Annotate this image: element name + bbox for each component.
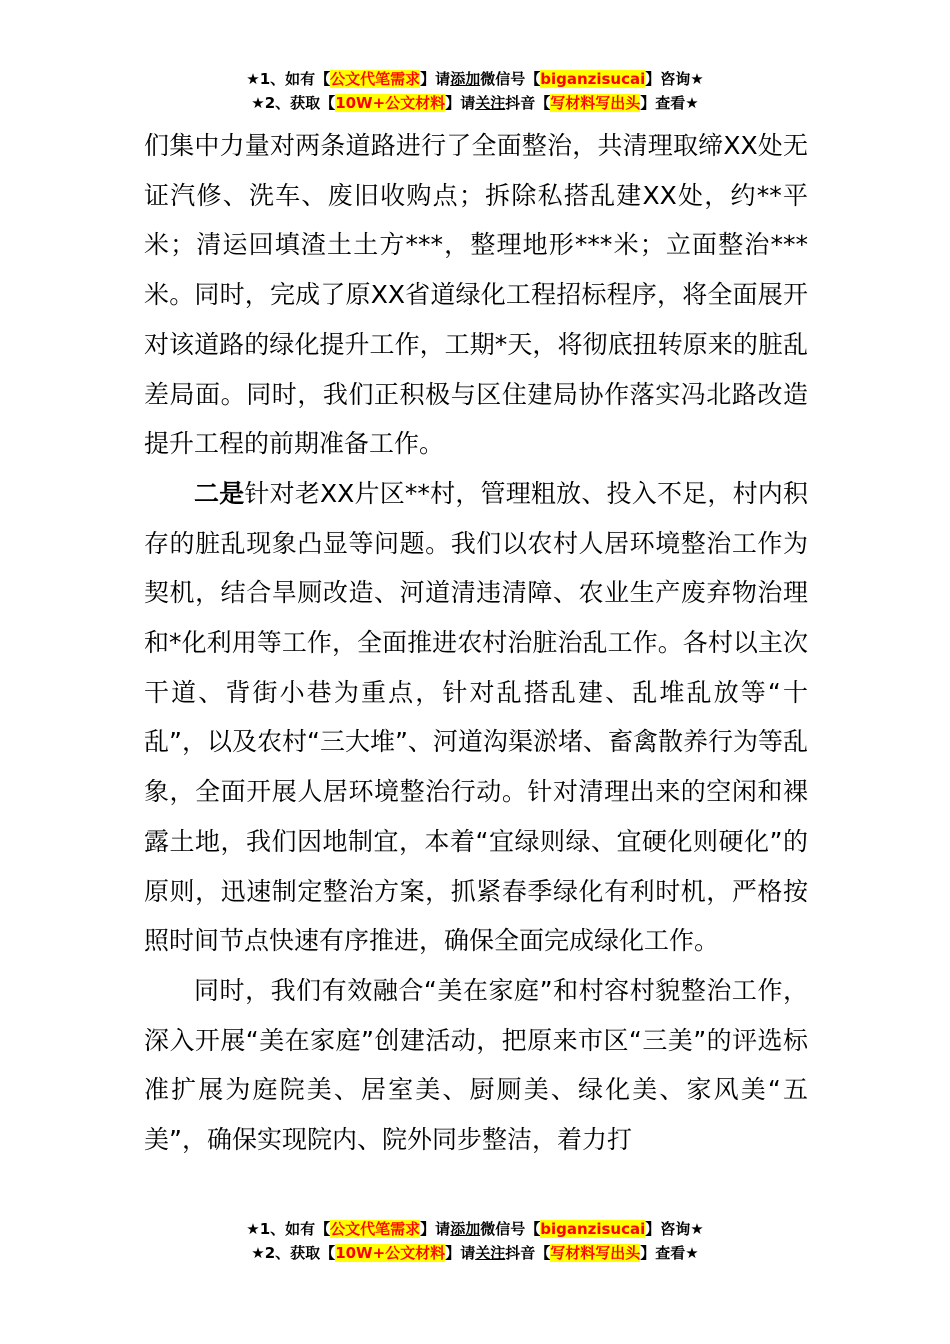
- paragraph-3: 同时，我们有效融合“美在家庭”和村容村貌整治工作，深入开展“美在家庭”创建活动，把原来市区“三美”的评选标准扩展为庭院美、居室美、厨厕美、绿化美、家风美“五美”，确保实现院内、院外同步整洁，着力打: [144, 975, 808, 1155]
- banner-line-1: ★1、如有【公文代笔需求】请添加微信号【biganzisucai】咨询★: [246, 70, 704, 88]
- highlight-writing-service: 公文代笔需求: [330, 1220, 421, 1238]
- banner-line-2: ★2、获取【10W+公文材料】请关注抖音【写材料写出头】查看★: [251, 94, 699, 112]
- banner-line-2: ★2、获取【10W+公文材料】请关注抖音【写材料写出头】查看★: [251, 1244, 699, 1262]
- highlight-wechat-id: biganzisucai: [540, 70, 646, 88]
- highlight-materials: 10W+公文材料: [335, 94, 446, 112]
- highlight-materials: 10W+公文材料: [335, 1244, 446, 1262]
- header-banner: [0, 67, 950, 115]
- paragraph-1: 们集中力量对两条道路进行了全面整治，共清理取缔XX处无证汽修、洗车、废旧收购点；拆除私搭乱建XX处，约**平米；清运回填渣土土方***，整理地形***米；立面整治***米。同时，完成了原XX省道绿化工程招标程序，将全面展开对该道路的绿化提升工作，工期*天，将彻底扭转原来的脏乱差局面。同时，我们正积极与区住建局协作落实冯北路改造提升工程的前期准备工作。: [144, 131, 808, 459]
- paragraph-2-lead: 二是: [194, 478, 245, 508]
- highlight-writing-service: 公文代笔需求: [330, 70, 421, 88]
- footer-banner: [0, 1217, 950, 1265]
- highlight-douyin-account: 写材料写出头: [550, 94, 641, 112]
- paragraph-2: 二是针对老XX片区**村，管理粗放、投入不足，村内积存的脏乱现象凸显等问题。我们以农村人居环境整治工作为契机，结合旱厕改造、河道清违清障、农业生产废弃物治理和*化利用等工作，全面推进农村治脏治乱工作。各村以主次干道、背街小巷为重点，针对乱搭乱建、乱堆乱放等“十乱”，以及农村“三大堆”、河道沟渠淤堵、畜禽散养行为等乱象，全面开展人居环境整治行动。针对清理出来的空闲和裸露土地，我们因地制宜，本着“宜绿则绿、宜硬化则硬化”的原则，迅速制定整治方案，抓紧春季绿化有利时机，严格按照时间节点快速有序推进，确保全面完成绿化工作。: [144, 478, 808, 956]
- highlight-wechat-id: biganzisucai: [540, 1220, 646, 1238]
- document-body: [144, 121, 808, 1165]
- highlight-douyin-account: 写材料写出头: [550, 1244, 641, 1262]
- banner-line-1: ★1、如有【公文代笔需求】请添加微信号【biganzisucai】咨询★: [246, 1220, 704, 1238]
